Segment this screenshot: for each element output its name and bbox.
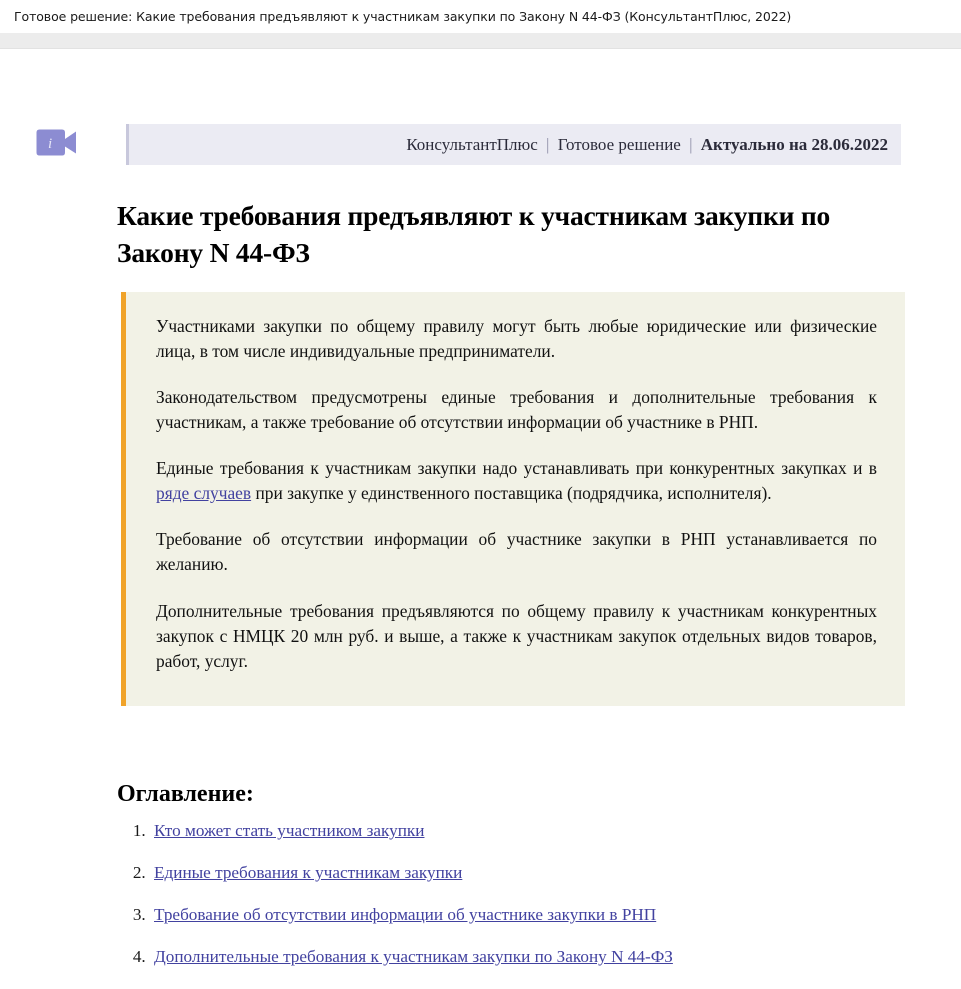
summary-paragraph: [156, 385, 877, 435]
summary-text: Участниками закупки по общему правилу могут быть любые юридические или физические лица, в том числе индивидуальные предприниматели.: [156, 316, 877, 362]
window-titlebar: [0, 0, 961, 33]
toc-link-2[interactable]: Единые требования к участникам закупки: [154, 863, 463, 882]
metabar-brand: КонсультантПлюс: [406, 134, 538, 154]
summary-paragraph: [156, 456, 877, 506]
summary-paragraph: [156, 527, 877, 577]
metabar-status: Актуально на 28.06.2022: [700, 134, 888, 154]
metabar-separator-1: |: [546, 134, 550, 154]
summary-callout: [121, 292, 905, 706]
summary-paragraph: [156, 314, 877, 364]
info-bubble-icon: [35, 128, 83, 158]
metabar-separator-2: |: [689, 134, 693, 154]
toc-list-item: [150, 863, 920, 883]
summary-text: Требование об отсутствии информации об участнике закупки в РНП устанавливается по желанию.: [156, 529, 877, 575]
metabar-doc-type: Готовое решение: [557, 134, 681, 154]
toc-link-4[interactable]: Дополнительные требования к участникам закупки по Закону N 44-ФЗ: [154, 947, 673, 966]
toc-list-item: [150, 947, 920, 967]
summary-text: Законодательством предусмотрены единые требования и дополнительные требования к участникам, а также требование об отсутствии информации об участнике в РНП.: [156, 387, 877, 433]
info-glyph: i: [48, 136, 53, 152]
toc-link-1[interactable]: Кто может стать участником закупки: [154, 821, 425, 840]
summary-text: Единые требования к участникам закупки надо устанавливать при конкурентных закупках и в: [156, 458, 877, 479]
toc-list: [117, 821, 920, 989]
toc-link-3[interactable]: Требование об отсутствии информации об участнике закупки в РНП: [154, 905, 657, 924]
source-metabar: [126, 124, 901, 165]
toc-list-item: [150, 821, 920, 841]
inline-link[interactable]: ряде случаев: [156, 483, 252, 504]
metabar-text: [406, 135, 888, 155]
page-title: Какие требования предъявляют к участникам закупки по Закону N 44-ФЗ: [117, 200, 831, 268]
document-canvas: [0, 49, 961, 966]
window-title: Готовое решение: Какие требования предъявляют к участникам закупки по Закону N 44-ФЗ (КонсультантПлюс, 2022): [14, 9, 792, 24]
titlebar-divider: [0, 33, 961, 49]
summary-text: Дополнительные требования предъявляются по общему правилу к участникам конкурентных закупок с НМЦК 20 млн руб. и выше, а также к участникам закупок отдельных видов товаров, работ, услуг.: [156, 600, 877, 671]
summary-paragraph: [156, 599, 877, 674]
summary-text: при закупке у единственного поставщика (подрядчика, исполнителя).: [251, 483, 772, 504]
toc-heading: Оглавление:: [117, 780, 254, 807]
toc-list-item: [150, 905, 920, 925]
